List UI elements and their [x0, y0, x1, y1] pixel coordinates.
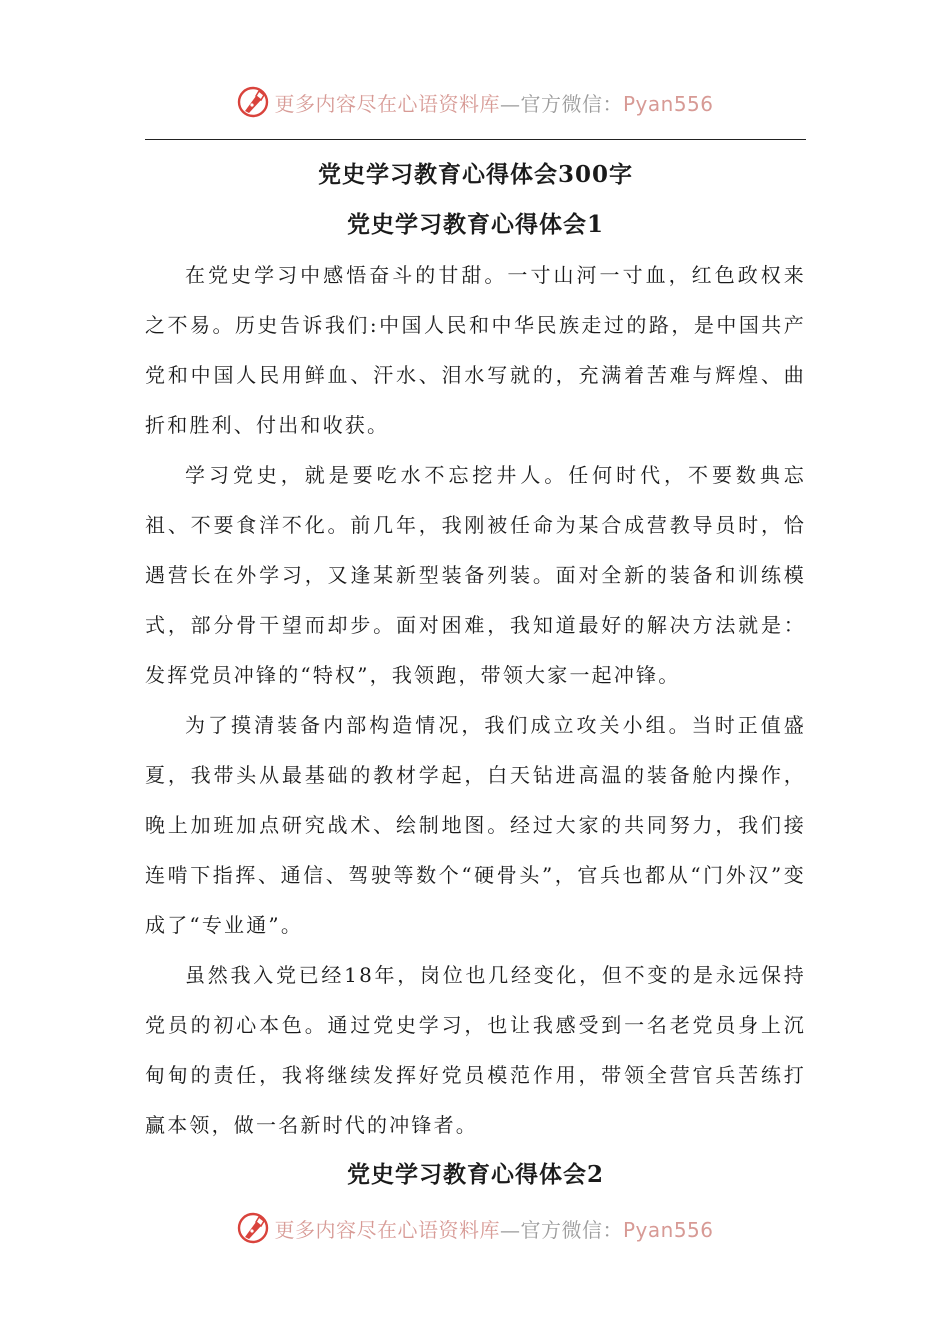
paragraph: 虽然我入党已经18年，岗位也几经变化，但不变的是永远保持党员的初心本色。通过党史学习，也让我感受到一名老党员身上沉甸甸的责任，我将继续发挥好党员模范作用，带领全营官兵苦练打赢本领，做一名新时代的冲锋者。 [145, 963, 806, 1137]
banner-wechat-id: Pyan556 [622, 1217, 714, 1242]
banner-main-text: 更多内容尽在心语资料库 [274, 91, 500, 116]
footer-banner [0, 1208, 950, 1248]
paragraph: 学习党史，就是要吃水不忘挖井人。任何时代，不要数典忘祖、不要食洋不化。前几年，我刚被任命为某合成营教导员时，恰遇营长在外学习，又逢某新型装备列装。面对全新的装备和训练模式，部分骨干望而却步。面对困难，我知道最好的解决方法就是：发挥党员冲锋的“特权”，我领跑，带领大家一起冲锋。 [145, 463, 806, 687]
banner-text [274, 88, 713, 117]
document-body [145, 150, 806, 1200]
pen-nib-logo-icon [236, 85, 270, 119]
paragraph: 为了摸清装备内部构造情况，我们成立攻关小组。当时正值盛夏，我带头从最基础的教材学起，白天钻进高温的装备舱内操作，晚上加班加点研究战术、绘制地图。经过大家的共同努力，我们接连啃下指挥、通信、驾驶等数个“硬骨头”，官兵也都从“门外汉”变成了“专业通”。 [145, 713, 806, 937]
banner-wechat-id: Pyan556 [622, 91, 714, 116]
pen-nib-logo-icon [236, 1211, 270, 1245]
banner-text [274, 1214, 713, 1243]
banner-separator-text: —官方微信： [499, 1217, 623, 1242]
section-heading: 党史学习教育心得体会1 [346, 211, 604, 238]
banner-main-text: 更多内容尽在心语资料库 [274, 1217, 500, 1242]
paragraph: 在党史学习中感悟奋斗的甘甜。一寸山河一寸血，红色政权来之不易。历史告诉我们:中国人民和中华民族走过的路，是中国共产党和中国人民用鲜血、汗水、泪水写就的，充满着苦难与辉煌、曲折和胜利、付出和收获。 [145, 263, 806, 437]
document-title: 党史学习教育心得体会300字 [317, 161, 633, 188]
header-banner [0, 82, 950, 122]
section-heading: 党史学习教育心得体会2 [346, 1161, 604, 1188]
header-divider [145, 139, 806, 140]
banner-separator-text: —官方微信： [499, 91, 623, 116]
